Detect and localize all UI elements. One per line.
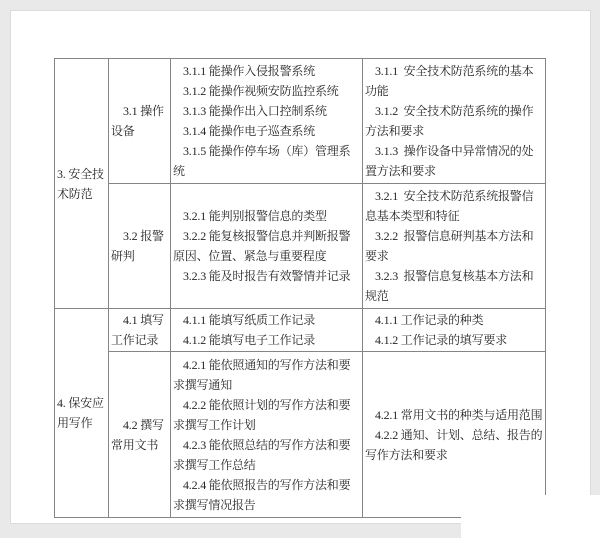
- table-row: [55, 59, 546, 184]
- occupational-standard-table: [54, 58, 546, 518]
- knowledge-item: 3.1.2 安全技术防范系统的操作方法和要求: [365, 104, 534, 138]
- skill-item: 4.1.2 能填写电子工作记录: [183, 333, 316, 347]
- subsection-cell-4-2: [109, 352, 171, 518]
- skill-item: 4.2.1 能依照通知的写作方法和要求撰写通知: [173, 357, 351, 392]
- knowledge-cell-4-1: [363, 309, 546, 352]
- knowledge-cell-4-2: [363, 352, 546, 518]
- skills-cell-3-2: [171, 184, 363, 309]
- skill-item: 4.2.3 能依照总结的写作方法和要求撰写工作总结: [173, 437, 351, 472]
- subsection-cell-3-1: [109, 59, 171, 184]
- subsection-label: 4.1 填写工作记录: [111, 313, 164, 347]
- document-page: [10, 10, 591, 524]
- skill-item: 3.2.3 能及时报告有效警情并记录: [183, 269, 351, 283]
- skill-item: 3.2.1 能判别报警信息的类型: [183, 209, 327, 223]
- skill-item: 3.1.4 能操作电子巡查系统: [183, 124, 316, 138]
- subsection-cell-3-2: [109, 184, 171, 309]
- knowledge-item: 3.2.1 安全技术防范系统报警信息基本类型和特征: [365, 189, 534, 223]
- subsection-label: 3.2 报警研判: [111, 229, 164, 263]
- skill-item: 3.1.1 能操作入侵报警系统: [183, 64, 316, 78]
- subsection-cell-4-1: [109, 309, 171, 352]
- section-label: 3. 安全技术防范: [57, 166, 104, 201]
- skills-cell-4-1: [171, 309, 363, 352]
- subsection-label: 3.1 操作设备: [111, 104, 164, 138]
- knowledge-item: 3.2.2 报警信息研判基本方法和要求: [365, 229, 534, 263]
- skills-cell-4-2: [171, 352, 363, 518]
- skill-item: 3.2.2 能复核报警信息并判断报警原因、位置、紧急与重要程度: [173, 229, 351, 263]
- table-row: [55, 184, 546, 309]
- table-row: [55, 309, 546, 352]
- skills-cell-3-1: [171, 59, 363, 184]
- knowledge-item: 3.2.3 报警信息复核基本方法和规范: [365, 269, 534, 303]
- skill-item: 4.1.1 能填写纸质工作记录: [183, 313, 316, 327]
- section-cell-4: [55, 309, 109, 518]
- knowledge-cell-3-2: [363, 184, 546, 309]
- knowledge-item: 3.1.1 安全技术防范系统的基本功能: [365, 64, 534, 98]
- skill-item: 4.2.4 能依照报告的写作方法和要求撰写情况报告: [173, 477, 351, 512]
- white-patch-overlay: [461, 495, 600, 538]
- table-row: [55, 352, 546, 518]
- skill-item: 4.2.2 能依照计划的写作方法和要求撰写工作计划: [173, 397, 351, 432]
- section-label: 4. 保安应用写作: [57, 396, 104, 430]
- section-cell-3: [55, 59, 109, 309]
- skill-item: 3.1.5 能操作停车场（库）管理系统: [173, 144, 351, 178]
- knowledge-item: 3.1.3 操作设备中异常情况的处置方法和要求: [365, 144, 534, 178]
- subsection-label: 4.2 撰写常用文书: [111, 417, 164, 452]
- knowledge-item: 4.2.1 常用文书的种类与适用范围: [375, 407, 543, 422]
- knowledge-item: 4.1.2 工作记录的填写要求: [375, 333, 508, 347]
- knowledge-cell-3-1: [363, 59, 546, 184]
- skill-item: 3.1.2 能操作视频安防监控系统: [183, 84, 339, 98]
- knowledge-item: 4.2.2 通知、计划、总结、报告的写作方法和要求: [365, 427, 543, 462]
- knowledge-item: 4.1.1 工作记录的种类: [375, 313, 484, 327]
- skill-item: 3.1.3 能操作出入口控制系统: [183, 104, 327, 118]
